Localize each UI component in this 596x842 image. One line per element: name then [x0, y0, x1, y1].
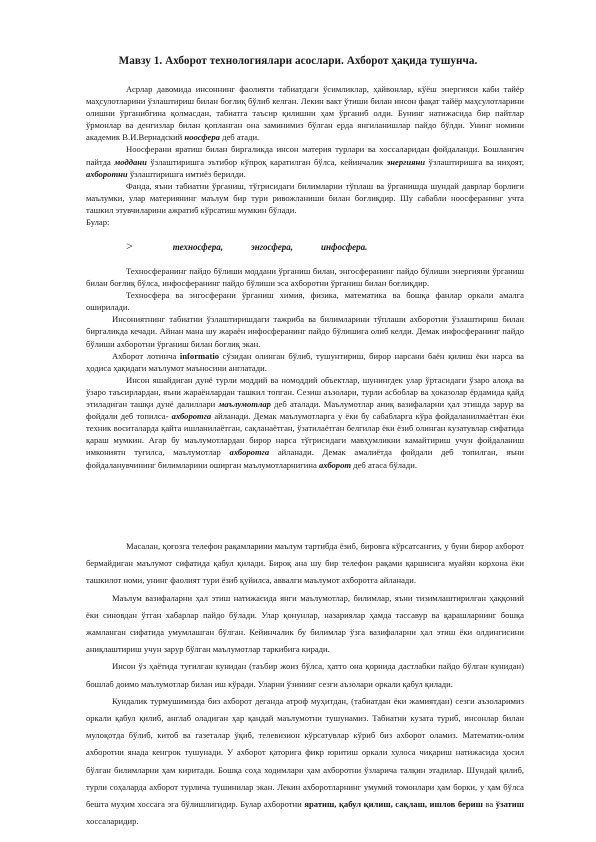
text-block-1: [86, 83, 524, 228]
paragraph-example: Масалан, қоғозга телефон рақамларини маълум тартибда ёзиб, бировга кўрсатсангиз, у буни бирор ахборот бермайдиган маълумот сифатида қабул қилади. Бироқ ана шу бир телефон рақами қаршисига муайян корхона ёки ташкилот номи, унинг фаолият тури ёзиб қуйилса, аввалги маълумот ахборотга айланади.: [86, 541, 524, 586]
text-block-2: [86, 265, 524, 471]
text-span: деб атаса бўлади.: [351, 459, 417, 470]
paragraph-world: [86, 374, 524, 471]
text-block-3: [86, 538, 524, 830]
text-span: ўзлаштиришга ва ниҳоят,: [425, 156, 524, 167]
term-information: ахборотга: [171, 411, 212, 422]
text-span: айланади. Демак амалиётда фойдали деб топилган, яъни фойдаланувчининг билимларини оширган маълумотларнигина: [86, 447, 524, 470]
paragraph-noosphere: [86, 83, 524, 143]
term-informatio: informatio: [179, 350, 220, 361]
text-span: деб аталади. Маълумотлар аниқ вазифаларни ҳал этишда зарур ва фойдали деб топилса-: [86, 399, 524, 422]
text-span: Кундалик турмушимизда биз ахборот деганда атроф муҳитдан, (табиатдан ёки жамиятдан) сезги аъзоларимиз оркали қабул қилиб, англаб оладиган ҳар қандай маълумотни тушунамиз. Табиатни кузата туриб, инсонлар билан мулоқотда бўлиб, китоб ва газеталар ўқиб, телевизион кўрсатувлар кўриб биз ахборот оламиз. Математик-олим ахборотни янада кенгрок тушунади. У ахборот қаторига фикр юритиш оркали хулоса чиқариш натижасида ҳосил бўлган билимларни ҳам киритади. Бошқа соҳа ходимлари ҳам ахборотни ўзларича талқин этадилар. Шундай қилиб, турли соҳаларда ахборот турлича тушинилар экан. Лекин ахборотларнинг умумий томонлари ҳам борки, у ҳам бўлса бешта муҳим хоссага эга бўлишлигидир. Булар ахборотни: [86, 695, 524, 810]
arrow-bullet-icon: >: [126, 239, 133, 253]
term-information: ахборотга: [229, 447, 270, 458]
paragraph-these: Булар:: [86, 217, 110, 228]
paragraph-science: Фанда, яъни табиатни ўрганиш, тўгрисидаги билимларни тўплаш ва ўрганишда шундай даврлар борлиги маълумки, улар материянинг маълум бир тури ривожланиши билан боғлиқдир. Шу сабабли ноосферанинг учта ташкил этувчиларини ажратиб кўрсатиш мумкин бўлади.: [86, 180, 524, 215]
paragraph-daily: [86, 693, 524, 831]
page-title: Мавзу 1. Ахборот технологиялари асослари. Ахборот ҳақида тушунча.: [118, 55, 478, 67]
term-noosphere: ноосфера: [184, 132, 220, 143]
paragraph-matter: [86, 143, 524, 179]
paragraph-technosphere: Техносферанинг пайдо бўлиши моддани ўрганиш билан, энгосферанинг пайдо бўлиши энергияни ўрганиш билан боғлиқ бўлса, инфосферанинг пайдо бўлиши эса ахборотни ўрганиш билан боғлиқдир.: [86, 266, 524, 289]
text-span: Ахборот лотинча: [112, 350, 180, 361]
paragraph-latin: [86, 350, 524, 374]
text-span: хоссаларидир.: [86, 816, 139, 827]
text-span: деб атади.: [219, 132, 260, 143]
text-span: ўзлаштиришга эътибор кўпроқ каратилган бўлса, кейинчалик: [146, 156, 387, 167]
term-information: ахборот: [318, 459, 352, 470]
paragraph-person: Инсон ўз ҳаётида туғилган кунидан (таъбир жоиз бўлса, ҳатто она қорнида дастлабки пайдо бўлган кунидан) бошлаб доимо маълумотлар билан иш кўради. Уларни ўзининг сезги аъзолари оркали қабул қилади.: [86, 661, 524, 689]
text-span: ва: [482, 799, 496, 810]
paragraph-sciences: Техносфера ва энгосферани ўрганиш химия, физика, математика ва бошқа фанлар оркали амалга оширилади.: [86, 290, 524, 313]
paragraph-tasks: Маълум вазифаларни ҳал этиш натижасида янги маълумотлар, билимлар, яъни тизимлаштирилган ҳаққоний ёки синовдан ўтган хабарлар пайдо бўлади. Улар қонунлар, назариялар ҳамда тассавур ва қарашларнинг бошқа жамланган сифатида умумлашган бўлган. Кейинчалик бу билимлар ўзга вазифаларни ҳал этиш ёки олдингисини аниқлаштириш учун зарур бўлган маълумотлар таркибига киради.: [86, 592, 524, 655]
text-span: Асрлар давомида инсоннинг фаолияти табиатдаги ўсимликлар, ҳайвонлар, кўёш энергияси каби тайёр маҳсулотларини ўзлаштириш билан боғлиқ бўлиб келган. Лекин вакт ўтиши билан инсон фақат тайёр маҳсулотларини олишни ўрганибгина қолмасдан, табиатга таъсир қилишни ҳам ўрганиб олди. Бунинг натижасида бир пайтлар ўрмонлар ва денгизлар билан қопланган она заминимиз бўлган ерда янгиланишлар пайдо бўлди. Унинг номини академик В.И.Вернадский: [86, 84, 524, 143]
term-transmit: ўзатиш: [495, 799, 524, 810]
sphere-info: инфосфера.: [321, 242, 368, 252]
term-energy: энергияни: [386, 156, 426, 167]
text-span: ўзлаштиришга имтиёз берилди.: [127, 168, 246, 179]
text-span: Инсон яшайдиган дунё турли моддий ва номоддий объектлар, шунингдек улар ўртасидаги ўзаро алоқа ва ўзаро таъсирлардан, яъни жараёнлардан ташкил топган. Сезиш аъзолари, турли асбоблар ва ҳоказолар ёрдамида қайд этиладиган ташқи дунё далиллари: [86, 374, 524, 410]
paragraph-humanity: Инсониятнинг табиатни ўзлаштиришдаги тажриба ва билимларини тўплаши ахборотни ўзлаштириш билан биргаликда кечади. Айнан мана шу жараён инфосферанинг пайдо бўлишига олиб келди. Демак инфосферанинг пайдо бўлиши ахборотни ўрганиш билан боғлиқ экан.: [86, 314, 524, 349]
term-information: ахборотни: [86, 168, 128, 179]
term-properties: яратиш, қабул қилиш, сақлаш, ишлов бериш: [304, 799, 483, 810]
spheres-list: [126, 239, 395, 254]
text-span: сўзидан олинган бўлиб, тушунтириш, бирор нарсани баён қилиш ёки нарса ва ҳодиса ҳақидаги маълумот маъносини англатади.: [86, 350, 524, 373]
sphere-techno: техносфера,: [172, 242, 223, 252]
text-span: айланади. Демак маълумотларга у ёки бу сабабларга кўра фойдаланилмаётган ёки техник воситаларда қайта ишланилаётган, сақланаётган, ўзатилаётган белгилар ёки ёзиб олинган кузатувлар сифатида қараш мумкин. Агар бу маълумотлардан бирор нарса тўгрисидаги мавҳумликни камайтириш учун фойдаланиш имкониятн туғилса, маълумотлар: [86, 411, 525, 458]
text-span: Ноосферани яратиш билан биргаликда инсон материя турлари ва хоссаларидан фойдаланди. Бошлангич пайтда: [86, 144, 524, 167]
sphere-energo: энгосфера,: [251, 242, 294, 252]
term-data: маълумотлар: [218, 399, 271, 410]
term-matter: моддани: [114, 156, 147, 167]
